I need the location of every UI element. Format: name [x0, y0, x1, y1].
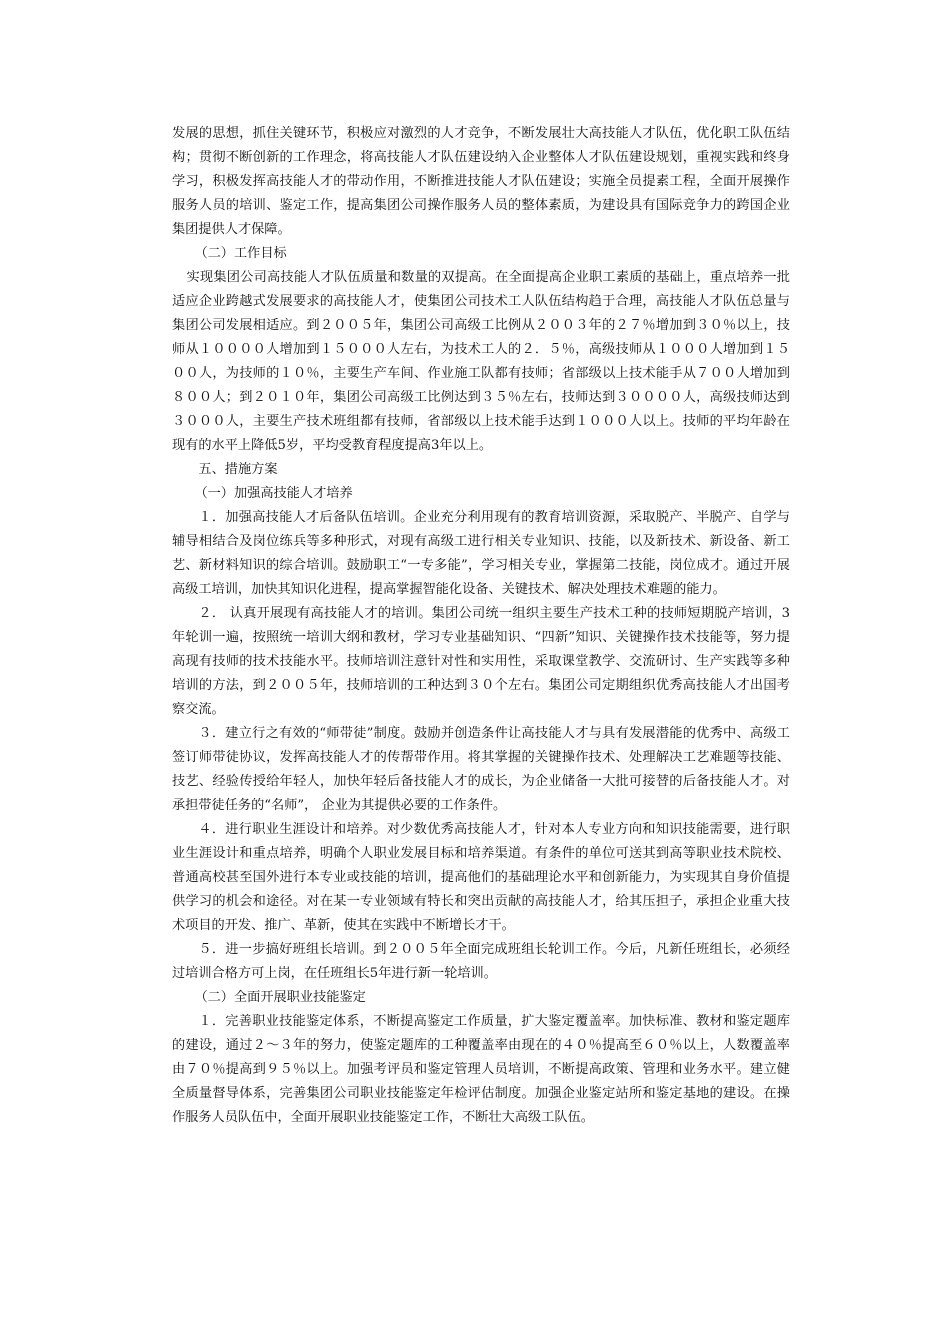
paragraph-guiding-thought: 发展的思想，抓住关键环节，积极应对激烈的人才竞争，不断发展壮大高技能人才队伍，优化职工队伍结构；贯彻不断创新的工作理念，将高技能人才队伍建设纳入企业整体人才队伍建设规划，重视实践和终身学习，积极发挥高技能人才的带动作用，不断推进技能人才队伍建设；实施全员提素工程，全面开展操作服务人员的培训、鉴定工作，提高集团公司操作服务人员的整体素质，为建设具有国际竞争力的跨国企业集团提供人才保障。: [172, 126, 790, 237]
paragraph-item-3: ３．建立行之有效的“师带徒”制度。鼓励并创造条件让高技能人才与具有发展潜能的优秀中、高级工签订师带徒协议，发挥高技能人才的传帮带作用。将其掌握的关键操作技术、处理解决工艺难题等技能、技艺、经验传授给年轻人，加快年轻后备技能人才的成长，为企业储备一大批可接替的后备技能人才。对承担带徒任务的“名师”， 企业为其提供必要的工作条件。: [172, 726, 790, 813]
heading-training: （一）加强高技能人才培养: [194, 486, 353, 501]
paragraph-appraisal-1: １．完善职业技能鉴定体系，不断提高鉴定工作质量，扩大鉴定覆盖率。加快标准、教材和鉴定题库的建设，通过２～３年的努力，使鉴定题库的工种覆盖率由现在的４０％提高至６０％以上，人数覆盖率由７０％提高到９５％以上。加强考评员和鉴定管理人员培训，不断提高政策、管理和业务水平。建立健全质量督导体系，完善集团公司职业技能鉴定年检评估制度。加强企业鉴定站所和鉴定基地的建设。在操作服务人员队伍中，全面开展职业技能鉴定工作，不断壮大高级工队伍。: [172, 1014, 790, 1125]
paragraph-item-2: ２． 认真开展现有高技能人才的培训。集团公司统一组织主要生产技术工种的技师短期脱产培训，3年轮训一遍，按照统一培训大纲和教材，学习专业基础知识、“四新”知识、关键操作技术技能等，努力提高现有技师的技术技能水平。技师培训注意针对性和实用性，采取课堂教学、交流研讨、生产实践等多种培训的方法，到２００５年，技师培训的工种达到３０个左右。集团公司定期组织优秀高技能人才出国考察交流。: [172, 606, 790, 717]
heading-work-goals: （二）工作目标: [194, 246, 287, 261]
paragraph-item-1: １．加强高技能人才后备队伍培训。企业充分利用现有的教育培训资源，采取脱产、半脱产、自学与辅导相结合及岗位练兵等多种形式，对现有高级工进行相关专业知识、技能，以及新技术、新设备、新工艺、新材料知识的综合培训。鼓励职工“一专多能”，学习相关专业，掌握第二技能，岗位成才。通过开展高级工培训，加快其知识化进程，提高掌握智能化设备、关键技术、解决处理技术难题的能力。: [172, 510, 790, 597]
heading-skill-appraisal: （二）全面开展职业技能鉴定: [194, 990, 366, 1005]
heading-measures: 五、措施方案: [198, 462, 278, 477]
paragraph-item-5: ５．进一步搞好班组长培训。到２００５年全面完成班组长轮训工作。今后，凡新任班组长，必须经过培训合格方可上岗，在任班组长5年进行新一轮培训。: [172, 942, 790, 981]
paragraph-item-4: ４．进行职业生涯设计和培养。对少数优秀高技能人才，针对本人专业方向和知识技能需要，进行职业生涯设计和重点培养，明确个人职业发展目标和培养渠道。有条件的单位可送其到高等职业技术院校、普通高校甚至国外进行本专业或技能的培训，提高他们的基础理论水平和创新能力，为实现其自身价值提供学习的机会和途径。对在某一专业领域有特长和突出贡献的高技能人才，给其压担子，承担企业重大技术项目的开发、推广、革新，使其在实践中不断增长才干。: [172, 822, 790, 933]
paragraph-work-goals: 实现集团公司高技能人才队伍质量和数量的双提高。在全面提高企业职工素质的基础上，重点培养一批适应企业跨越式发展要求的高技能人才，使集团公司技术工人队伍结构趋于合理，高技能人才队伍总量与集团公司发展相适应。到２００５年，集团公司高级工比例从２００３年的２７％增加到３０％以上，技师从１００００人增加到１５０００人左右，为技术工人的２．５％，高级技师从１０００人增加到１５００人，为技师的１０％，主要生产车间、作业施工队都有技师；省部级以上技术能手从７００人增加到８００人；到２０１０年，集团公司高级工比例达到３５％左右，技师达到３００００人，高级技师达到３０００人，主要生产技术班组都有技师，省部级以上技术能手达到１０００人以上。技师的平均年龄在现有的水平上降低5岁，平均受教育程度提高3年以上。: [172, 270, 790, 453]
document-page: [172, 122, 790, 1130]
